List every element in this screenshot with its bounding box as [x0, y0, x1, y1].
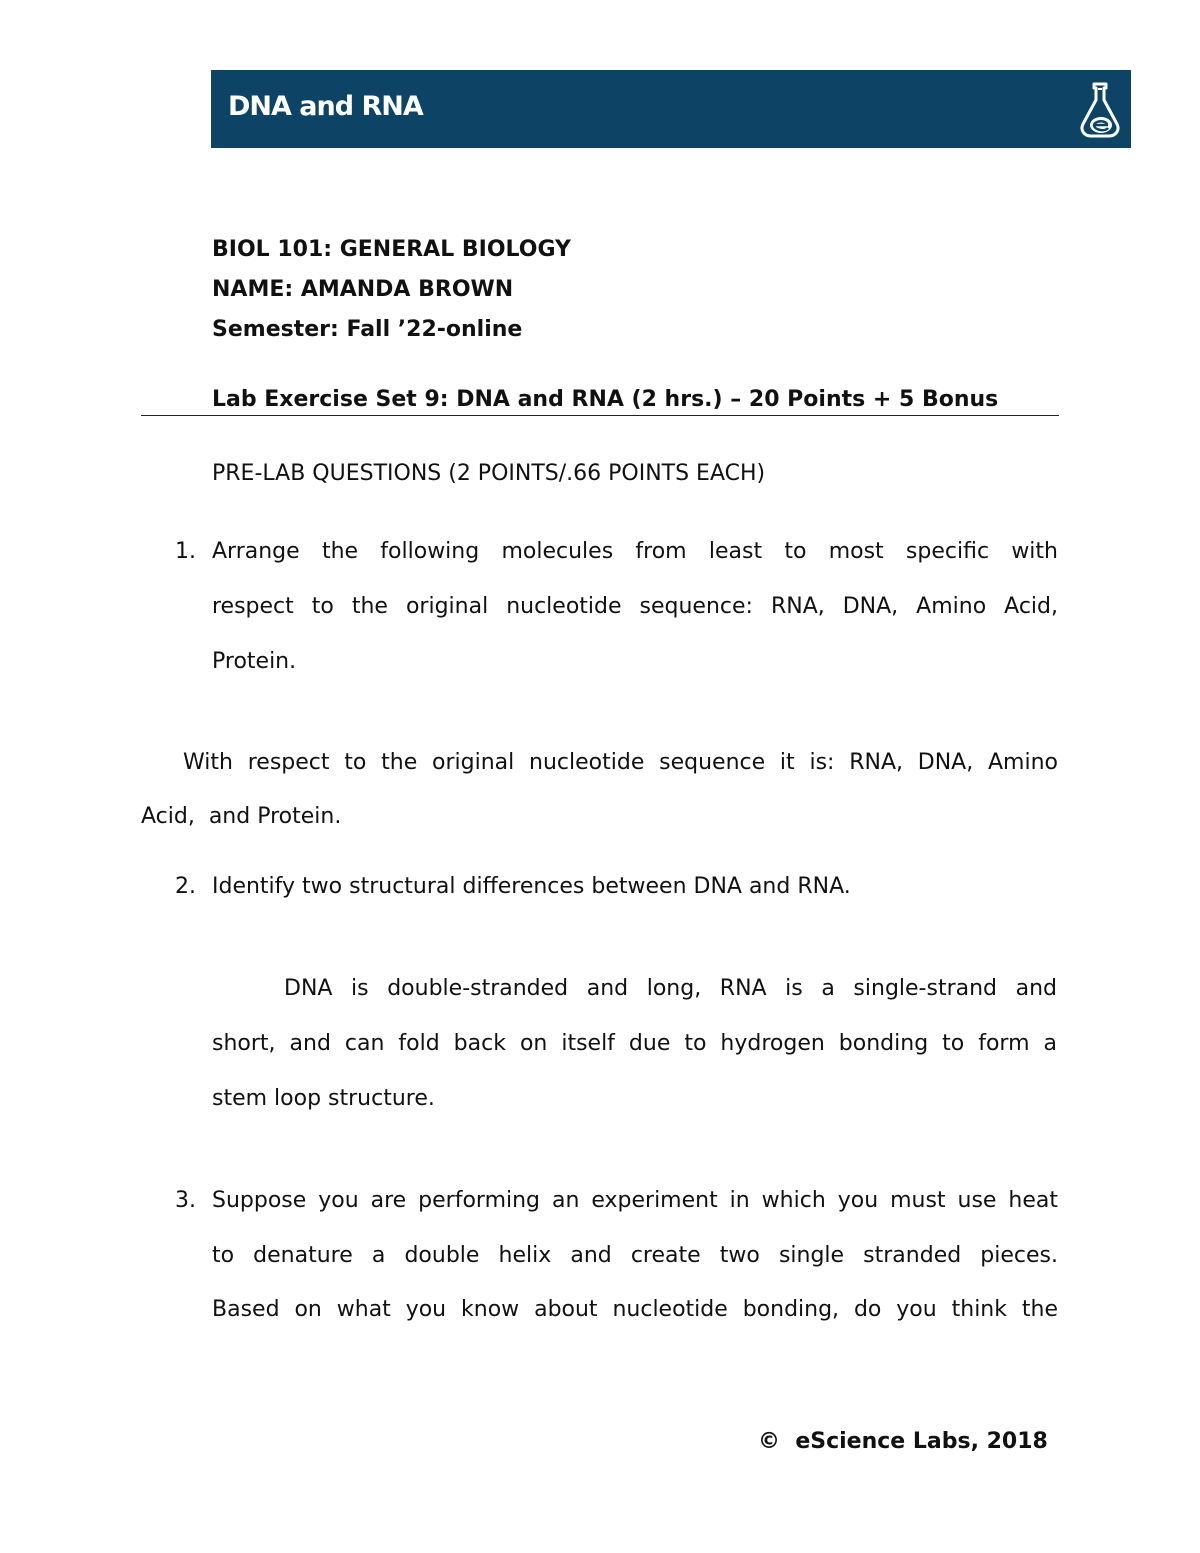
escience-flask-logo-icon — [1077, 80, 1123, 138]
banner-title-text: DNA and RNA — [228, 91, 423, 122]
answer-line: With respect to the original nucleotide sequence it is: RNA, DNA, Amino — [183, 750, 1058, 775]
semester: Semester: Fall ’22-online — [212, 317, 523, 342]
question-line: Identify two structural differences between DNA and RNA. — [212, 874, 851, 899]
header-banner — [211, 70, 1131, 148]
answer-line: stem loop structure. — [212, 1086, 435, 1111]
answer-line: DNA is double-stranded and long, RNA is a single-strand and — [284, 976, 1057, 1001]
lab-title: Lab Exercise Set 9: DNA and RNA (2 hrs.) – 20 Points + 5 Bonus — [212, 387, 999, 412]
answer-line: short, and can fold back on itself due to hydrogen bonding to form a — [212, 1031, 1057, 1056]
course-title: BIOL 101: GENERAL BIOLOGY — [212, 237, 571, 262]
footer-copyright: © eScience Labs, 2018 — [758, 1429, 1048, 1454]
question-number: 3. — [175, 1188, 196, 1213]
question-number: 2. — [175, 874, 196, 899]
prelab-heading: PRE-LAB QUESTIONS (2 POINTS/.66 POINTS EACH) — [212, 461, 766, 486]
question-line: Suppose you are performing an experiment in which you must use heat — [212, 1188, 1058, 1213]
banner-title — [228, 91, 423, 122]
question-line: Protein. — [212, 649, 297, 674]
section-divider — [141, 415, 1059, 416]
question-number: 1. — [175, 539, 196, 564]
question-line: Based on what you know about nucleotide bonding, do you think the — [212, 1297, 1058, 1322]
question-line: to denature a double helix and create two single stranded pieces. — [212, 1243, 1058, 1268]
question-line: Arrange the following molecules from least to most specific with — [212, 539, 1058, 564]
student-name: NAME: AMANDA BROWN — [212, 277, 514, 302]
answer-line: Acid, and Protein. — [141, 804, 342, 829]
question-line: respect to the original nucleotide sequence: RNA, DNA, Amino Acid, — [212, 594, 1058, 619]
